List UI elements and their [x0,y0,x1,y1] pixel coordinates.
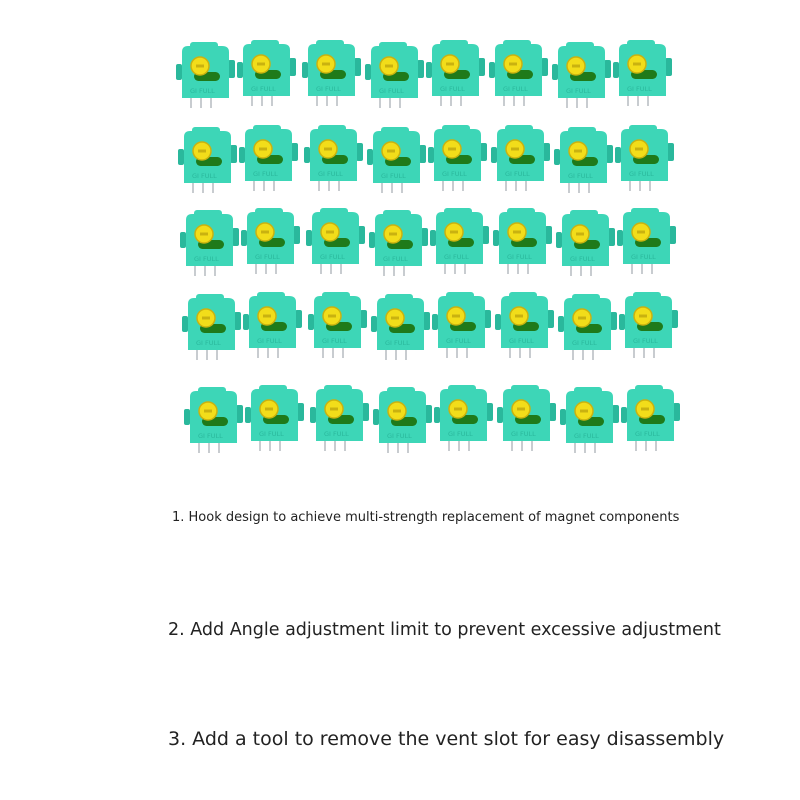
svg-text:GI FULL: GI FULL [196,339,221,347]
svg-text:GI FULL: GI FULL [190,87,215,95]
switch-module-illustration [556,210,618,280]
switch-module-illustration [617,208,679,278]
svg-text:GI FULL: GI FULL [253,170,278,178]
svg-text:GI FULL: GI FULL [387,432,412,440]
switch-module [619,292,681,362]
switch-module [621,385,683,455]
switch-module [180,210,242,280]
switch-module-illustration [365,42,427,112]
switch-module [556,210,618,280]
switch-module [493,208,555,278]
switch-module [373,387,435,457]
svg-text:GI FULL: GI FULL [629,170,654,178]
switch-module-illustration [182,294,244,364]
svg-text:GI FULL: GI FULL [442,170,467,178]
svg-text:GI FULL: GI FULL [440,85,465,93]
switch-module [302,40,364,110]
switch-module-illustration [432,292,494,362]
switch-module-illustration [369,210,431,280]
switch-module-illustration [428,125,490,195]
svg-text:GI FULL: GI FULL [255,253,280,261]
switch-module-illustration [241,208,303,278]
switch-module [489,40,551,110]
svg-text:GI FULL: GI FULL [324,430,349,438]
switch-module-illustration [176,42,238,112]
switch-module-illustration [554,127,616,197]
switch-module-illustration [237,40,299,110]
switch-module-illustration [367,127,429,197]
switch-module-illustration [552,42,614,112]
switch-module-illustration [426,40,488,110]
svg-text:GI FULL: GI FULL [570,255,595,263]
switch-module [243,292,305,362]
switch-module-illustration [497,385,559,455]
switch-module [560,387,622,457]
svg-text:GI FULL: GI FULL [627,85,652,93]
switch-module-illustration [558,294,620,364]
switch-module-illustration [306,208,368,278]
switch-module [558,294,620,364]
svg-text:GI FULL: GI FULL [635,430,660,438]
svg-text:GI FULL: GI FULL [192,172,217,180]
switch-module [369,210,431,280]
switch-module [182,294,244,364]
feature-1-text: 1. Hook design to achieve multi-strength replacement of magnet components [172,510,680,525]
switch-module [178,127,240,197]
switch-module-illustration [243,292,305,362]
switch-module [497,385,559,455]
svg-text:GI FULL: GI FULL [572,339,597,347]
switch-module [176,42,238,112]
switch-module-illustration [491,125,553,195]
svg-text:GI FULL: GI FULL [198,432,223,440]
svg-text:GI FULL: GI FULL [507,253,532,261]
svg-text:GI FULL: GI FULL [511,430,536,438]
switch-module [310,385,372,455]
svg-text:GI FULL: GI FULL [444,253,469,261]
svg-text:GI FULL: GI FULL [505,170,530,178]
switch-module-illustration [621,385,683,455]
switch-module-illustration [373,387,435,457]
switch-module [304,125,366,195]
svg-text:GI FULL: GI FULL [633,337,658,345]
switch-module-illustration [178,127,240,197]
switch-module-illustration [239,125,301,195]
feature-2-text: 2. Add Angle adjustment limit to prevent excessive adjustment [168,620,721,640]
switch-module-illustration [180,210,242,280]
switch-module-illustration [371,294,433,364]
svg-text:GI FULL: GI FULL [259,430,284,438]
svg-text:GI FULL: GI FULL [631,253,656,261]
switch-module-illustration [184,387,246,457]
svg-text:GI FULL: GI FULL [379,87,404,95]
switch-module [617,208,679,278]
switch-module-illustration [308,292,370,362]
switch-module [432,292,494,362]
switch-module [308,292,370,362]
switch-module [306,208,368,278]
svg-text:GI FULL: GI FULL [568,172,593,180]
switch-module-illustration [245,385,307,455]
switch-module [613,40,675,110]
switch-module-illustration [615,125,677,195]
switch-module [434,385,496,455]
feature-3-text: 3. Add a tool to remove the vent slot for easy disassembly [168,728,725,750]
svg-text:GI FULL: GI FULL [383,255,408,263]
svg-text:GI FULL: GI FULL [446,337,471,345]
switch-module-illustration [495,292,557,362]
svg-text:GI FULL: GI FULL [318,170,343,178]
switch-module [430,208,492,278]
switch-module [367,127,429,197]
switch-module [241,208,303,278]
switch-module [184,387,246,457]
svg-text:GI FULL: GI FULL [194,255,219,263]
svg-text:GI FULL: GI FULL [251,85,276,93]
svg-text:GI FULL: GI FULL [503,85,528,93]
switch-module-illustration [619,292,681,362]
svg-text:GI FULL: GI FULL [574,432,599,440]
switch-module [237,40,299,110]
switch-module-illustration [310,385,372,455]
switch-module [615,125,677,195]
switch-module [554,127,616,197]
svg-text:GI FULL: GI FULL [322,337,347,345]
switch-module [365,42,427,112]
switch-module-illustration [613,40,675,110]
svg-text:GI FULL: GI FULL [257,337,282,345]
svg-text:GI FULL: GI FULL [448,430,473,438]
switch-module-illustration [489,40,551,110]
switch-module [426,40,488,110]
switch-module-illustration [304,125,366,195]
switch-module-illustration [493,208,555,278]
svg-text:GI FULL: GI FULL [316,85,341,93]
switch-module [245,385,307,455]
switch-module-illustration [434,385,496,455]
switch-module [491,125,553,195]
switch-module-illustration [560,387,622,457]
switch-module [428,125,490,195]
svg-text:GI FULL: GI FULL [381,172,406,180]
svg-text:GI FULL: GI FULL [320,253,345,261]
switch-module-illustration [302,40,364,110]
svg-text:GI FULL: GI FULL [566,87,591,95]
svg-text:GI FULL: GI FULL [509,337,534,345]
switch-module-illustration [430,208,492,278]
switch-module [495,292,557,362]
switch-module [239,125,301,195]
switch-module [552,42,614,112]
svg-text:GI FULL: GI FULL [385,339,410,347]
switch-module [371,294,433,364]
